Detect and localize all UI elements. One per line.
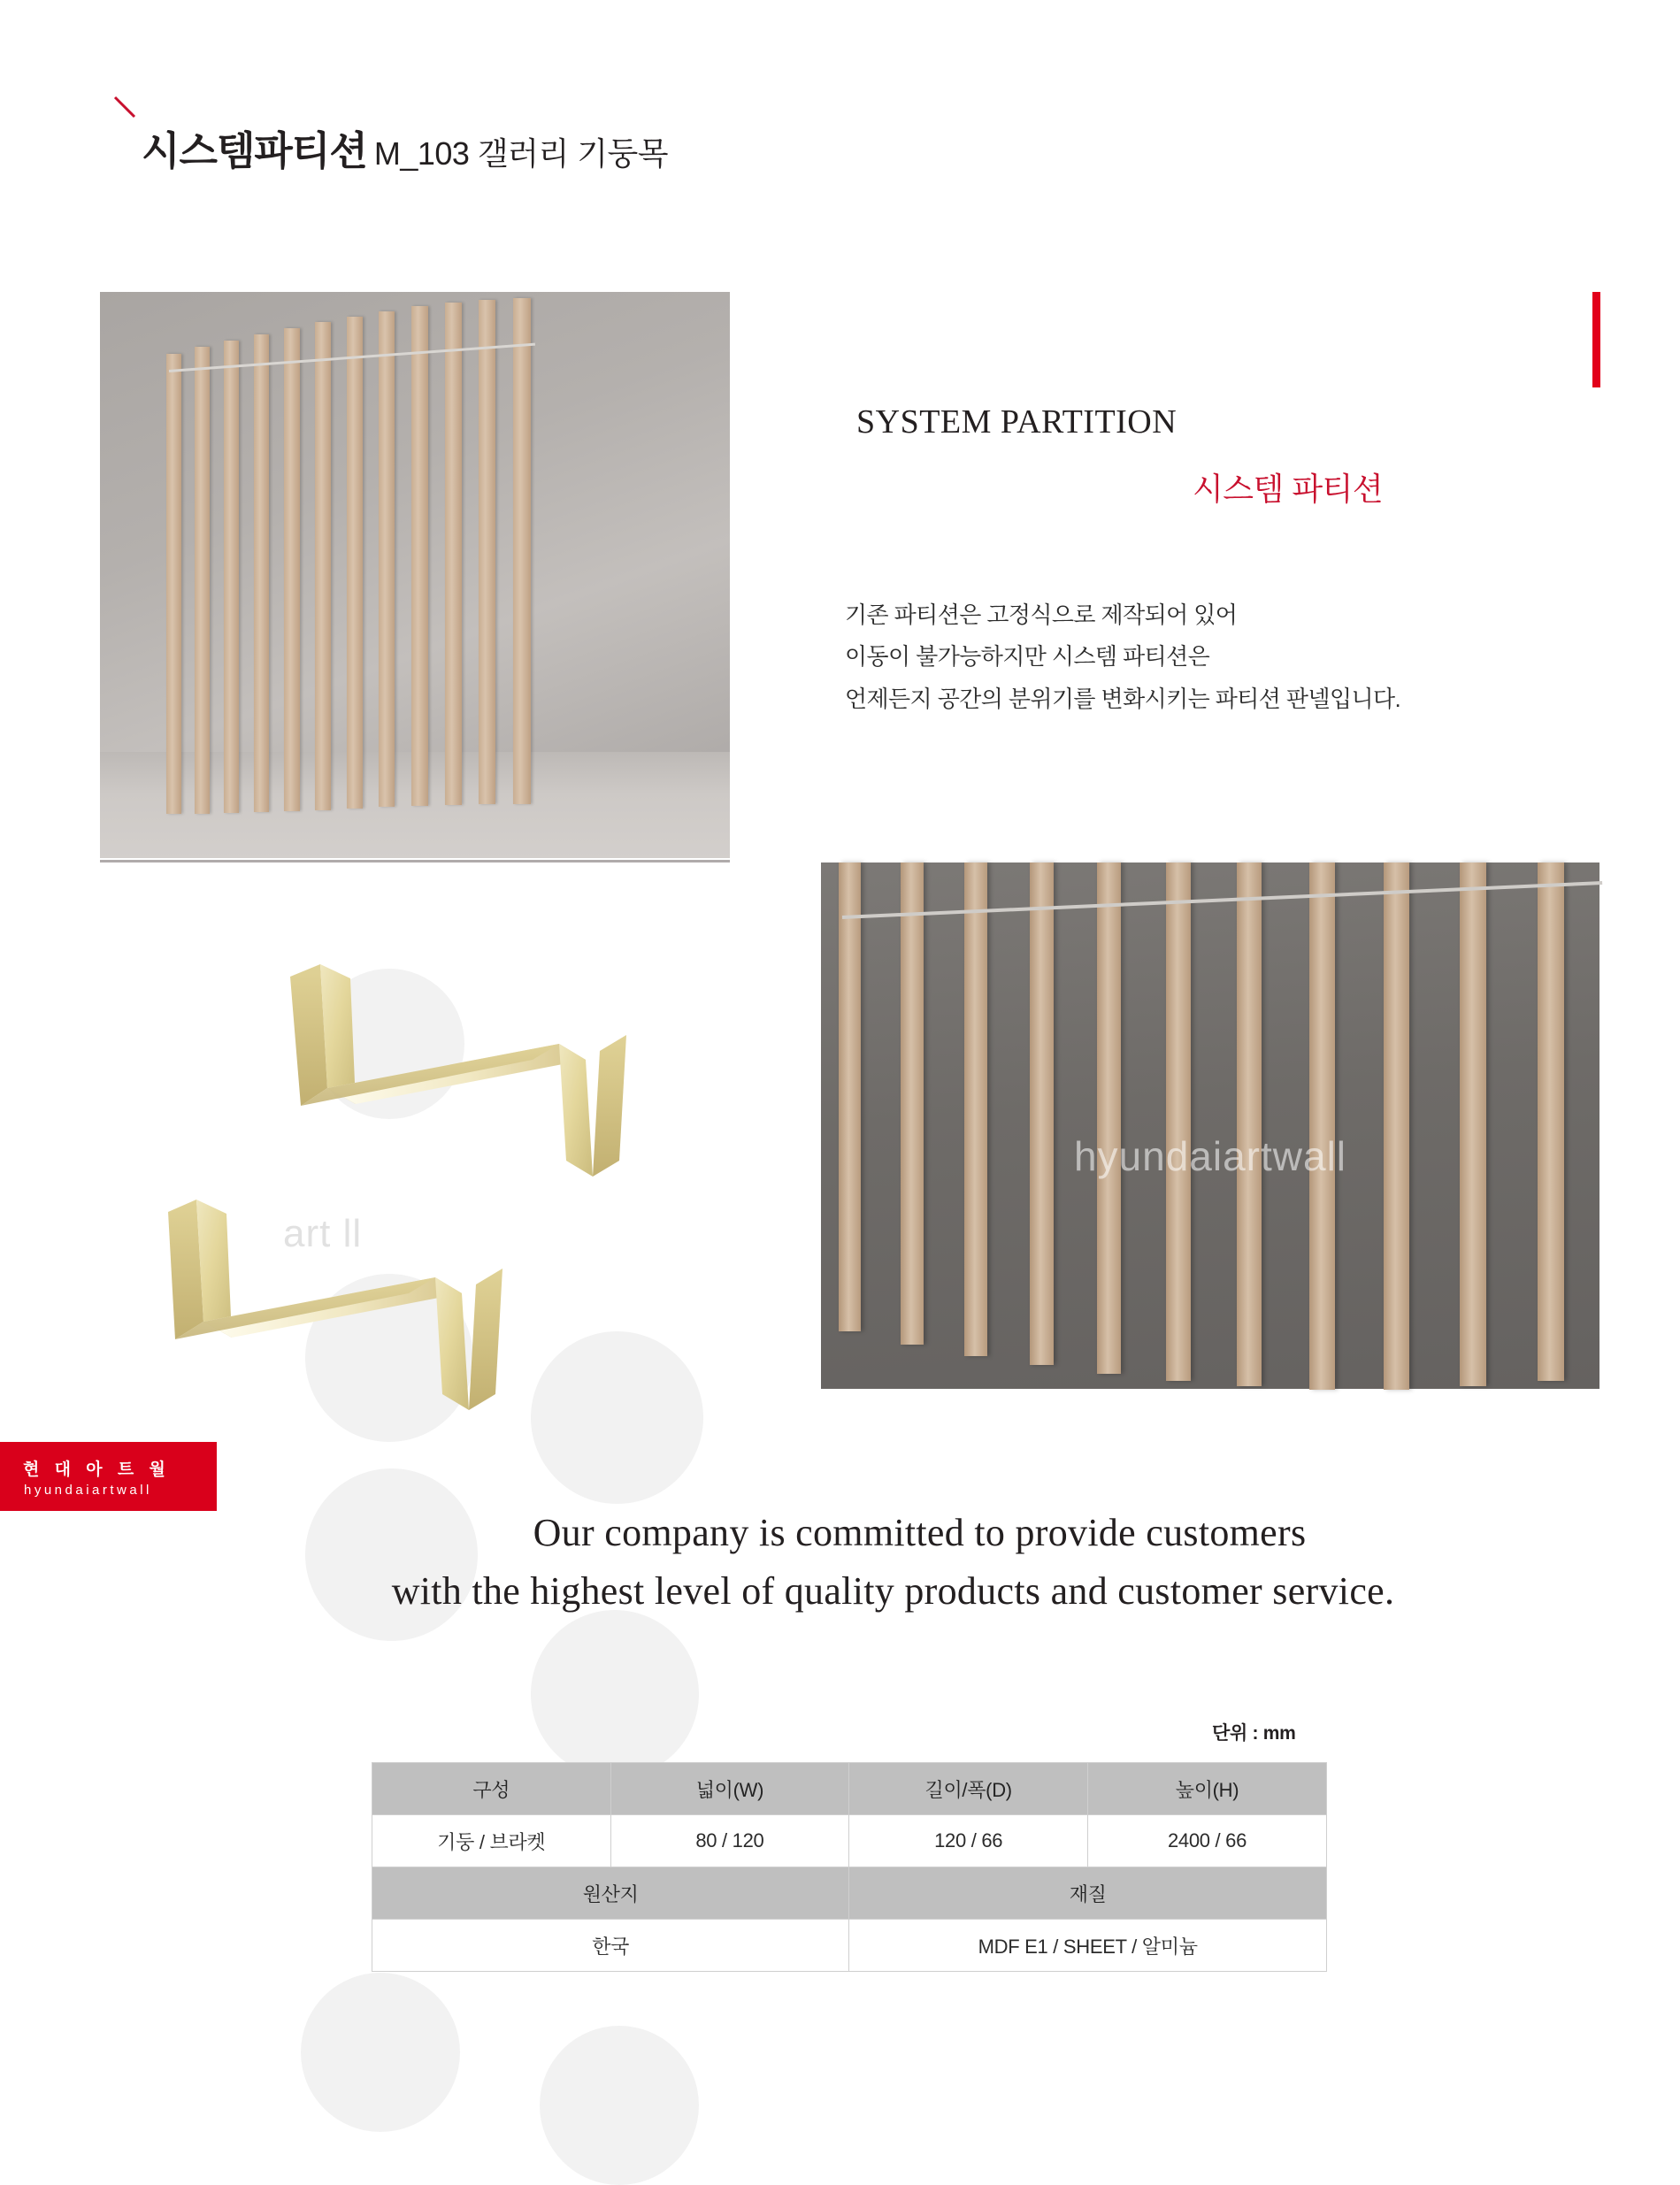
watermark-detail: hyundaiartwall: [1073, 1133, 1347, 1179]
page-title-sub: M_103 갤러리 기둥목: [373, 135, 669, 172]
table-cell: 한국: [372, 1920, 849, 1972]
hero-product-image: [100, 292, 730, 923]
detail-product-image: [821, 862, 1599, 1389]
specification-table: [372, 1762, 1327, 1972]
company-slogan: [0, 1504, 1680, 1621]
watermark-hero: hyundaiartwall: [278, 877, 552, 923]
slogan-line-1: Our company is committed to provide customers: [533, 1511, 1307, 1554]
table-cell: 80 / 120: [610, 1815, 849, 1867]
slogan-line-2: with the highest level of quality products and customer service.: [391, 1569, 1395, 1613]
decorative-circle: [301, 1973, 460, 2132]
decorative-circle: [540, 2026, 699, 2185]
table-row: [372, 1920, 1327, 1972]
table-cell: 기둥 / 브라켓: [372, 1815, 611, 1867]
table-row: [372, 1815, 1327, 1867]
korean-title: 시스템 파티션: [1193, 471, 1384, 507]
english-title: SYSTEM PARTITION: [856, 403, 1178, 441]
brand-logo-english: hyundaiartwall: [24, 1483, 152, 1498]
table-cell: 2400 / 66: [1088, 1815, 1327, 1867]
table-subheader-row: [372, 1867, 1327, 1920]
table-cell: 120 / 66: [849, 1815, 1088, 1867]
brand-logo-korean: 현 대 아 트 월: [23, 1460, 171, 1479]
detail-support-rod: [842, 881, 1602, 919]
table-header-cell: 높이(H): [1088, 1763, 1327, 1815]
page-title: [142, 128, 669, 173]
diagonal-slash-icon: [113, 96, 138, 120]
page-title-main: 시스템파티션: [142, 128, 367, 173]
table-header-cell: 재질: [849, 1867, 1327, 1920]
brand-logo-badge: [0, 1442, 217, 1511]
unit-label: 단위 : mm: [1212, 1723, 1296, 1744]
table-header-cell: 원산지: [372, 1867, 849, 1920]
hero-slats: [100, 292, 730, 858]
decorative-circle: [531, 1610, 699, 1778]
table-header-cell: 넓이(W): [610, 1763, 849, 1815]
watermark-bracket: art ll: [283, 1212, 363, 1255]
description-line-3: 언제든지 공간의 분위기를 변화시키는 파티션 판넬입니다.: [845, 685, 1401, 712]
accent-bar: [1592, 292, 1600, 387]
table-cell: MDF E1 / SHEET / 알미늄: [849, 1920, 1327, 1972]
product-description: [845, 594, 1400, 720]
description-line-2: 이동이 불가능하지만 시스템 파티션은: [845, 643, 1210, 671]
table-header-row: [372, 1763, 1327, 1815]
hero-underline: [100, 860, 730, 862]
table-header-cell: 길이/폭(D): [849, 1763, 1088, 1815]
description-line-1: 기존 파티션은 고정식으로 제작되어 있어: [845, 602, 1238, 628]
bracket-product-image: [150, 955, 717, 1407]
table-header-cell: 구성: [372, 1763, 611, 1815]
